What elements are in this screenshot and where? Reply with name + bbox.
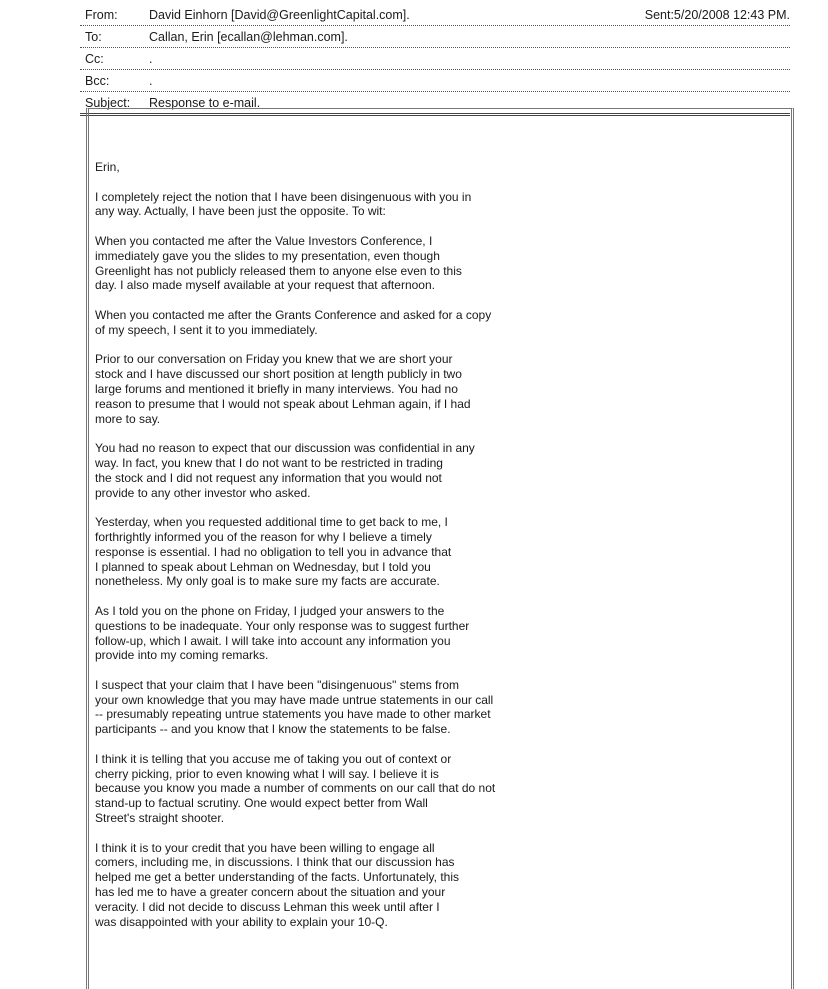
sent-timestamp: Sent:5/20/2008 12:43 PM. — [644, 8, 790, 22]
paragraph-4: Prior to our conversation on Friday you knew that we are short your stock and I have discussed our short position at length publicly in two large forums and mentioned it briefly in many interviews. You had no reason to presume that I would not speak about Lehman again, if I had more to say. — [95, 352, 471, 426]
to-value: Callan, Erin [ecallan@lehman.com]. — [149, 30, 348, 44]
bcc-row — [80, 70, 790, 92]
to-label: To: — [85, 30, 102, 44]
paragraph-9: I think it is telling that you accuse me of taking you out of context or cherry picking, prior to even knowing what I will say. I believe it is because you know you made a number of comments on our call that do not stand-up to factual scrutiny. One would expect better from Wall Street's straight shooter. — [95, 751, 496, 826]
cc-value: . — [149, 52, 153, 66]
message-body — [95, 160, 555, 944]
paragraph-1: I completely reject the notion that I have been disingenuous with you in any way. Actually, I have been just the opposite. To wit: — [95, 189, 472, 219]
paragraph-10: I think it is to your credit that you have been willing to engage all comers, including me, in discussions. I think that our discussion has helped me get a better understanding of the facts. Unfortunately, this has led me to have a greater concern about the situation and your veracity. I did not decide to discuss Lehman this week until after I was disappointed with your ability to explain your 10-Q. — [95, 840, 460, 929]
paragraph-8: I suspect that your claim that I have been "disingenuous" stems from your own knowledge that you may have made untrue statements in our call -- presumably repeating untrue statements you have made to other market participants -- and you know that I know the statements to be false. — [95, 677, 494, 737]
from-value: David Einhorn [David@GreenlightCapital.com]. — [149, 8, 410, 22]
paragraph-2: When you contacted me after the Value Investors Conference, I immediately gave you the slides to my presentation, even though Greenlight has not publicly released them to anyone else even to this day. I also made myself available at your request that afternoon. — [95, 233, 462, 293]
bcc-label: Bcc: — [85, 74, 110, 88]
to-row — [80, 26, 790, 48]
greeting: Erin, — [95, 160, 120, 174]
bcc-value: . — [149, 74, 153, 88]
paragraph-7: As I told you on the phone on Friday, I judged your answers to the questions to be inadequate. Your only response was to suggest further follow-up, which I await. I will take into account any information you provide into my coming remarks. — [95, 603, 470, 663]
from-row — [80, 4, 790, 26]
from-label: From: — [85, 8, 118, 22]
cc-label: Cc: — [85, 52, 104, 66]
subject-value: Response to e-mail. — [149, 96, 261, 110]
paragraph-6: Yesterday, when you requested additional time to get back to me, I forthrightly informed you of the reason for why I believe a timely response is essential. I had no obligation to tell you in advance that I planned to speak about Lehman on Wednesday, but I told you nonetheless. My only goal is to make sure my facts are accurate. — [95, 515, 452, 589]
cc-row — [80, 48, 790, 70]
paragraph-5: You had no reason to expect that our discussion was confidential in any way. In fact, you knew that I do not want to be restricted in trading the stock and I did not request any information that you would not provide to any other investor who asked. — [95, 441, 475, 500]
email-header — [80, 4, 790, 116]
subject-label: Subject: — [85, 96, 131, 110]
paragraph-3: When you contacted me after the Grants Conference and asked for a copy of my speech, I sent it to you immediately. — [95, 307, 492, 337]
